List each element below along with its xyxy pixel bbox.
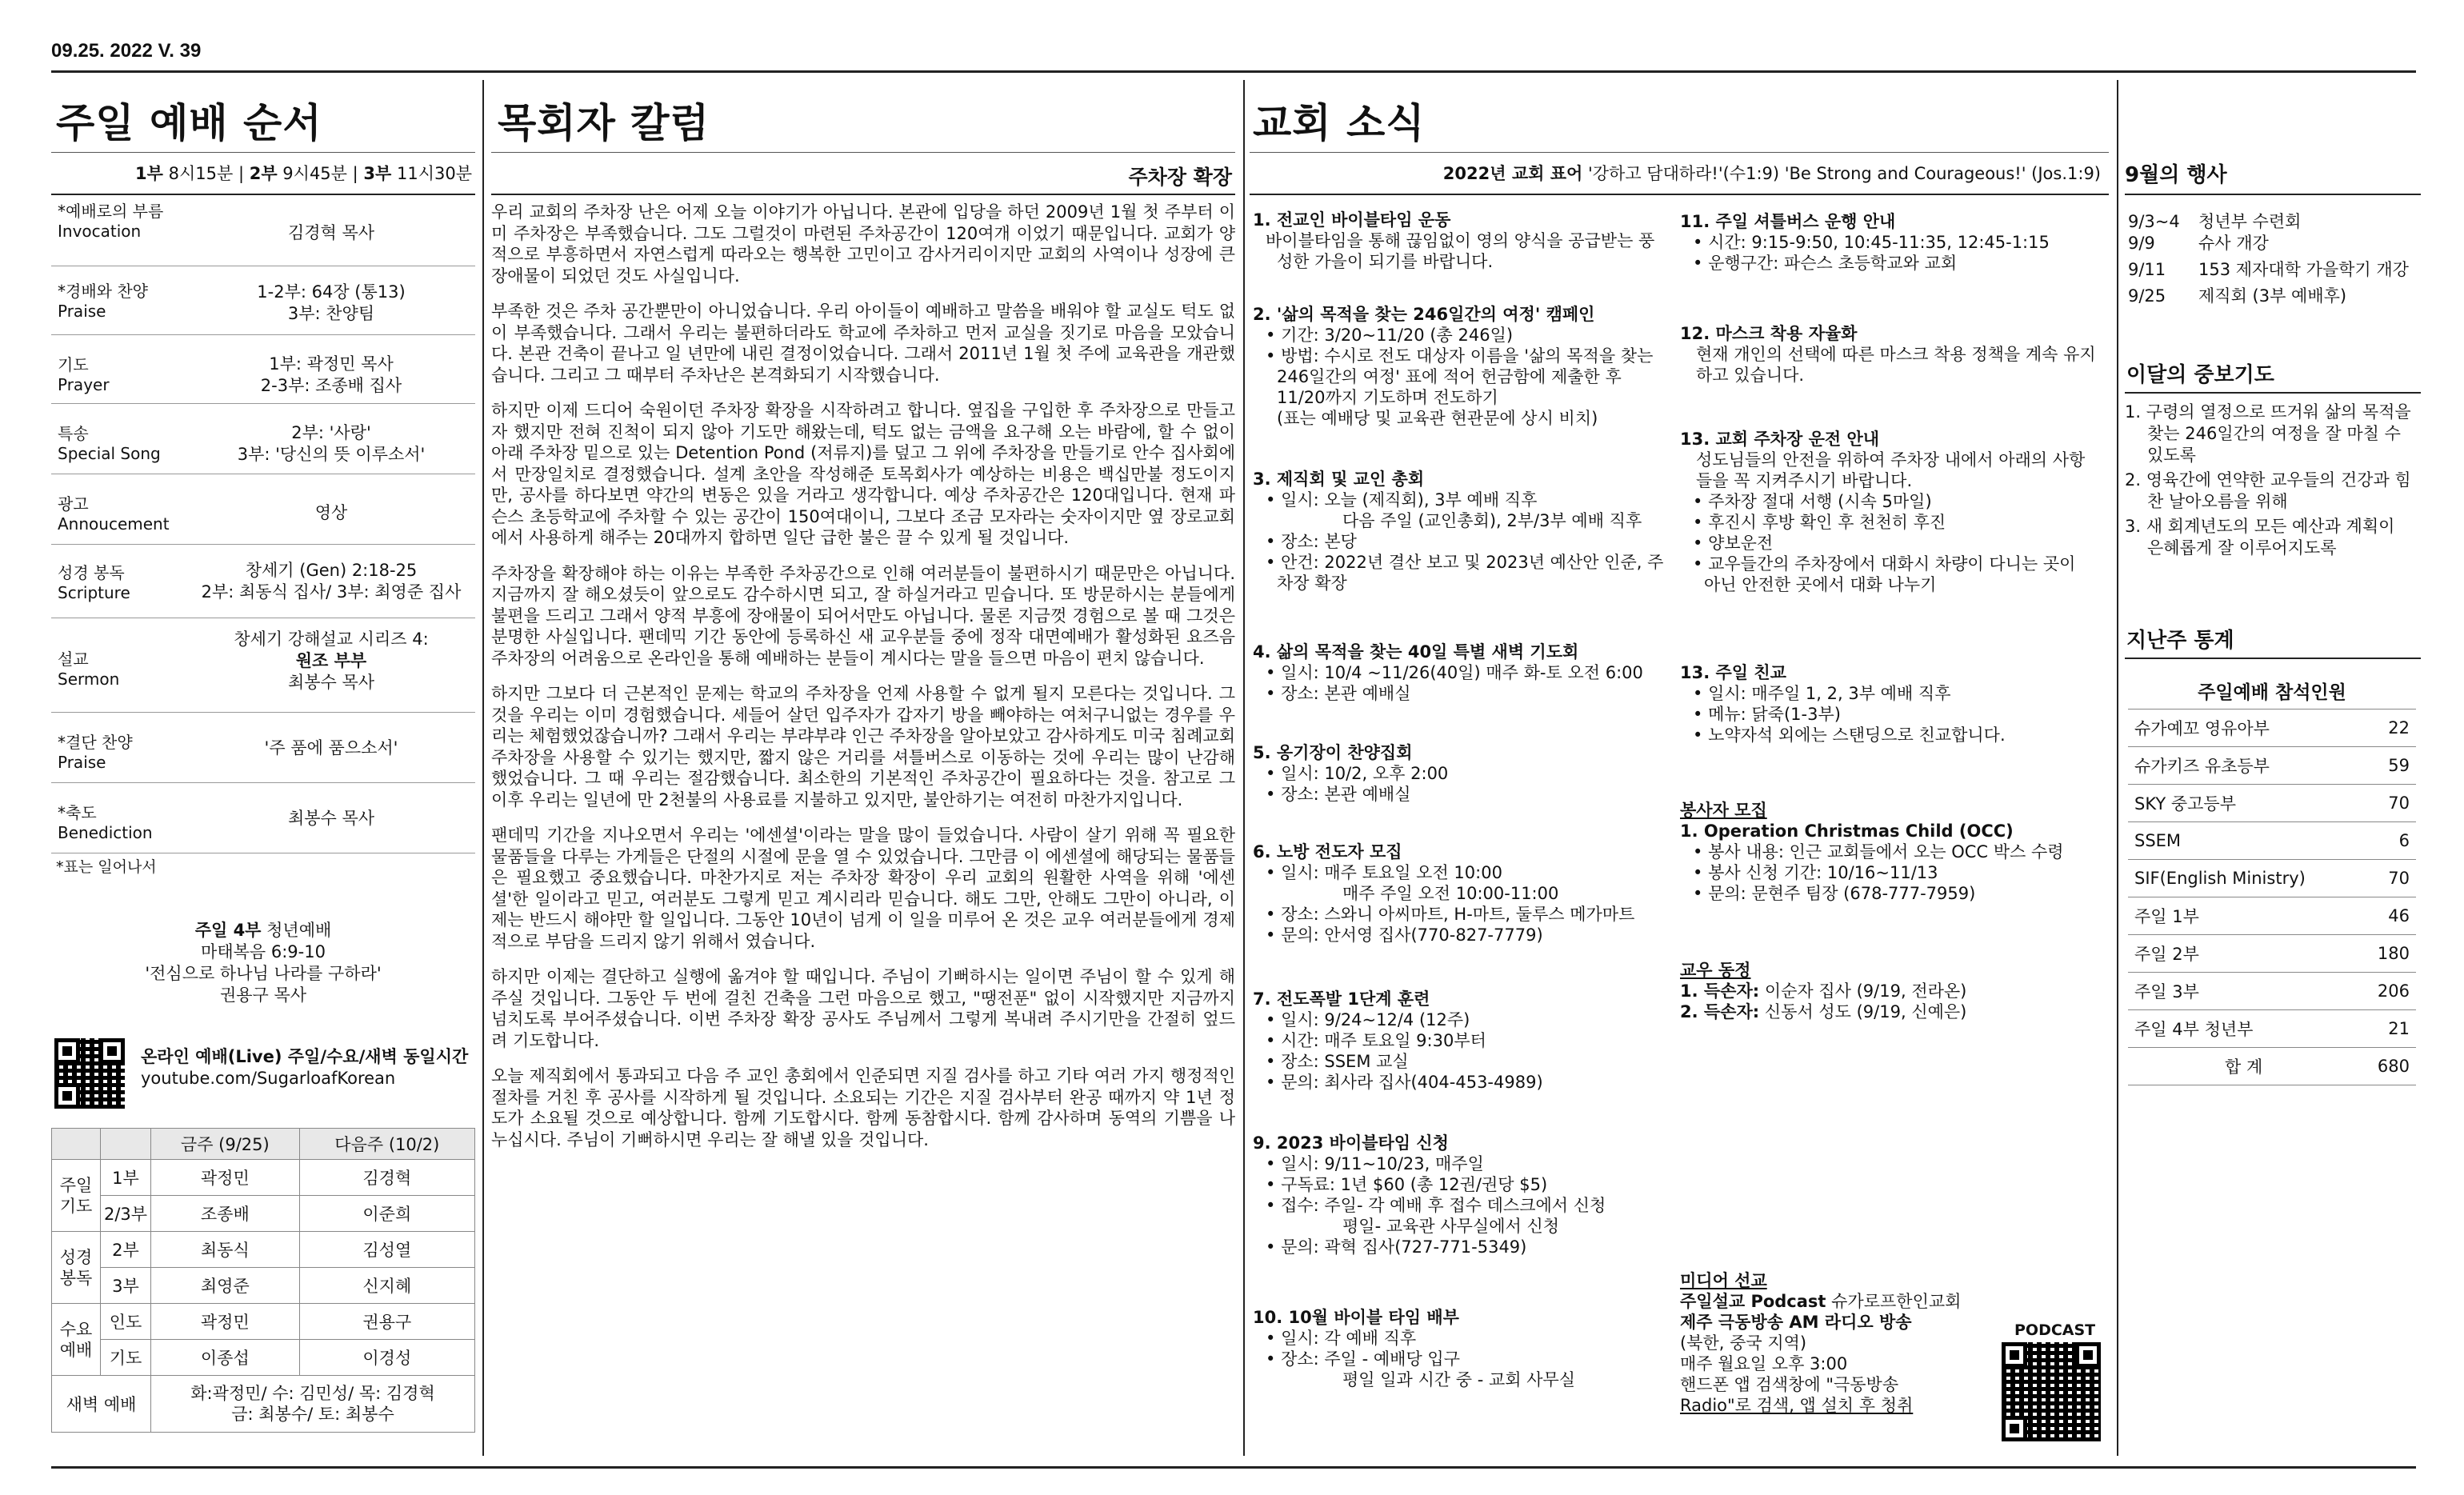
top-rule [51, 70, 2416, 73]
table-row-dawn: 새벽 예배 화:곽정민/ 수: 김민성/ 목: 김경혁 금: 최봉수/ 토: 최봉수 [52, 1376, 475, 1433]
order-label: *경배와 찬양 Praise [58, 282, 148, 321]
table-row: 주일 2부 180 [2128, 935, 2416, 973]
column-subtitle: 주차장 확장 [1128, 166, 1232, 189]
church-motto: 2022년 교회 표어 '강하고 담대하라!'(수1:9) 'Be Strong and Courageous!' (Jos.1:9) [1442, 164, 2101, 183]
column-paragraph: 주차장을 확장해야 하는 이유는 부족한 주차공간으로 인해 여러분들이 불편하시기 때문만은 아닙니다. 지금까지 잘 해오셨듯이 앞으로도 감수하시면 되고, 잘 하실거라고 믿습니다. 또 방문하시는 분들에게 불편을 드리고 그래서 양적 부흥에 장애물이 되어서만도 아닙니다. 물론 지금껏 경험으로 볼 때 그것은 분명한 사실입니다. 팬데믹 기간 동안에 등록하신 새 교우분들 중에 정작 대면예배가 활성화된 요즈음 주차장의 어려움으로 온라인을 통해 예배하는 분들이 계시다는 말을 들으면 마음이 편치 않습니다. [491, 563, 1235, 668]
order-value: 1부: 곽정민 목사 2-3부: 조종배 집사 [260, 354, 402, 395]
order-label: *결단 찬양 Praise [58, 733, 133, 772]
member-news: 교우 동정 1. 득손자: 이순자 집사 (9/19, 전라온) 2. 득손자: 신동서 성도 (9/19, 신예은) [1680, 961, 1967, 1021]
list-item: 9/3~4 청년부 수련회 [2128, 212, 2302, 231]
news-item-11: 11. 주일 셔틀버스 운행 안내 • 시간: 9:15-9:50, 10:45-11:35, 12:45-1:15 • 운행구간: 파슨스 초등학교와 교회 [1680, 212, 2050, 273]
stats-title: 지난주 통계 [2126, 629, 2234, 653]
table-row: SKY 중고등부 70 [2128, 785, 2416, 822]
news-item-4: 4. 삶의 목적을 찾는 40일 특별 새벽 기도회 • 일시: 10/4 ~11/26(40일) 매주 화-토 오전 6:00 • 장소: 본관 예배실 [1253, 642, 1643, 703]
news-item-7: 7. 전도폭발 1단계 훈련 • 일시: 9/24~12/4 (12주) • 시간: 매주 토요일 9:30부터 • 장소: SSEM 교실 • 문의: 최사라 집사(404-453-4989) [1253, 989, 1543, 1092]
order-label: *축도 Benediction [58, 803, 153, 842]
table-row: 3부 최영준 신지혜 [52, 1268, 475, 1304]
table-row: 주일 1부 46 [2128, 897, 2416, 935]
order-invocation [51, 198, 475, 266]
order-value: 2부: '사랑' 3부: '당신의 뜻 이루소서' [237, 423, 426, 464]
column-divider [1243, 80, 1245, 1456]
news-title: 교회 소식 [1253, 100, 1426, 146]
prayer-list [2125, 402, 2413, 559]
order-value: 김경혁 목사 [287, 223, 375, 242]
order-label: 광고 Annoucement [58, 494, 170, 534]
table-row: 슈가키즈 유초등부 59 [2128, 747, 2416, 785]
events-rule [2125, 194, 2421, 195]
news-item-12: 12. 마스크 착용 자율화 현재 개인의 선택에 따른 마스크 착용 정책을 계속 유지하고 있습니다. [1680, 324, 2096, 385]
list-item: 9/11 153 제자대학 가을학기 개강 [2128, 260, 2409, 279]
order-announcement [51, 474, 475, 545]
table-row: 2/3부 조종배 이준희 [52, 1196, 475, 1232]
order-value: '주 품에 품으소서' [264, 738, 398, 757]
column-title: 목회자 칼럼 [498, 100, 710, 146]
news-item-2: 2. '삶의 목적을 찾는 246일간의 여정' 캠페인 • 기간: 3/20~11/20 (총 246일) • 방법: 수시로 전도 대상자 이름을 '삶의 목적을 찾는 246일간의 여정' 표에 적어 헌금함에 제출한 후 11/20까지 기도하며 전도하기 (표는 예배당 및 교육관 현관문에 상시 비치) [1253, 305, 1654, 428]
worship-times-rule [51, 194, 475, 195]
events-title: 9월의 행사 [2125, 163, 2227, 187]
order-label: 설교 Sermon [58, 650, 120, 689]
table-row: 주일 3부 206 [2128, 973, 2416, 1010]
list-item: 2. 영육간에 연약한 교우들의 건강과 힘찬 날아오름을 위해 [2125, 470, 2411, 511]
prayer-title: 이달의 중보기도 [2126, 363, 2274, 387]
youtube-qr-code[interactable] [54, 1038, 125, 1109]
worship-title-rule [51, 152, 475, 153]
order-special-song [51, 403, 475, 474]
date-version: 09.25. 2022 V. 39 [51, 40, 202, 62]
worship-order-title: 주일 예배 순서 [56, 100, 322, 146]
column-divider [482, 80, 484, 1456]
table-row: SIF(English Ministry) 70 [2128, 860, 2416, 897]
table-row: 슈가예꼬 영유아부 22 [2128, 710, 2416, 747]
table-row: 기도 이종섭 이경성 [52, 1340, 475, 1376]
news-item-5: 5. 옹기장이 찬양집회 • 일시: 10/2, 오후 2:00 • 장소: 본관 예배실 [1253, 743, 1449, 804]
order-decision-praise [51, 712, 475, 783]
stats-subtitle: 주일예배 참석인원 [2128, 672, 2416, 710]
sermon-title: 원조 부부 [295, 651, 367, 670]
news-item-9: 9. 2023 바이블타임 신청 • 일시: 9/11~10/23, 매주일 • 구독료: 1년 $60 (총 12권/권당 $5) • 접수: 주일- 각 예배 후 접수 데스크에서 신청 평일- 교육관 사무실에서 신청 • 문의: 곽혁 집사(727-771-5349) [1253, 1133, 1606, 1257]
list-item: 9/9 슈사 개강 [2128, 234, 2269, 253]
order-value: 최봉수 목사 [287, 809, 375, 828]
news-title-rule [1250, 152, 2109, 153]
list-item: 1. 구령의 열정으로 뜨거워 삶의 목적을 찾는 246일간의 여정을 잘 마칠 수 있도록 [2125, 402, 2411, 465]
online-worship: 온라인 예배(Live) 주일/수요/새벽 동일시간 youtube.com/SugarloafKorean [141, 1047, 469, 1088]
order-label: 특송 Special Song [58, 424, 161, 463]
column-paragraph: 팬데믹 기간을 지나오면서 우리는 '에센셜'이라는 말을 많이 들었습니다. 사람이 살기 위해 꼭 필요한 물품들을 다루는 가게들은 단절의 시절에 문을 열 수 있었습니다. 그만큼 이 에센셜에 해당되는 물품들은 필요했고 중요했습니다. 마찬가지로 저는 주차장 확장이 우리 교회의 원활한 사역을 위해 '에센셜'한 일이라고 믿고, 여러분도 그렇게 믿고 계시리라 믿습니다. 해도 그만, 안해도 그만이 아니라, 이제는 반드시 해야만 할 일입니다. 그동안 10년이 넘게 이 일을 미루어 온 것은 교우 여러분들에게 경제적으로 부담을 드리지 않기 위해서 였습니다. [491, 825, 1235, 951]
news-item-1: 1. 전교인 바이블타임 운동 바이블타임을 통해 끊임없이 영의 양식을 공급받는 풍성한 가을이 되기를 바랍니다. [1253, 210, 1655, 271]
media-mission: 미디어 선교 주일설교 Podcast 슈가로프한인교회 제주 극동방송 AM 라디오 방송 (북한, 중국 지역) 매주 월요일 오후 3:00 핸드폰 앱 검색창에 "극동방송 Radio"로 검색, 앱 설치 후 청취 [1680, 1271, 1962, 1415]
table-row: 주일 기도 1부 곽정민 김경혁 [52, 1160, 475, 1196]
column-divider [2117, 80, 2118, 1456]
podcast-qr-code[interactable] [2002, 1342, 2101, 1441]
table-row: SSEM 6 [2128, 822, 2416, 860]
news-item-13-parking: 13. 교회 주차장 운전 안내 성도님들의 안전을 위하여 주차장 내에서 아래의 사항들을 꼭 지켜주시기 바랍니다. • 주차장 절대 서행 (시속 5마일) • 후진시 후방 확인 후 천천히 후진 • 양보운전 • 교우들간의 주차장에서 대화시 차량이 다니는 곳이 아닌 안전한 곳에서 대화 나누기 [1680, 430, 2086, 594]
attendance-table [2128, 672, 2416, 1085]
stats-rule [2125, 658, 2421, 659]
column-title-rule [491, 152, 1235, 153]
events-section [2125, 158, 2421, 188]
this-week-header: 금주 (9/25) [151, 1129, 300, 1160]
order-label: 기도 Prayer [58, 355, 110, 394]
column-paragraph: 오늘 제직회에서 통과되고 다음 주 교인 총회에서 인준되면 지질 검사를 하고 기타 여러 가지 행정적인 절차를 거친 후 공사를 시작하게 될 것입니다. 소요되는 기간은 지질 검사부터 완공 때까지 약 1년 정도가 소요될 것으로 예상합니다. 함께 기도합시다. 함께 동참합시다. 함께 감사하며 동역의 기쁨을 나누십시다. 주님이 기뻐하시면 우리는 잘 해낼 있을 것입니다. [491, 1066, 1235, 1149]
column-paragraph: 부족한 것은 주차 공간뿐만이 아니었습니다. 우리 아이들이 예배하고 말씀을 배워야 할 교실도 턱도 없이 부족했습니다. 그래서 우리는 불편하더라도 학교에 주차하고 먼저 교실을 짓기로 마음을 모았습니다. 본관 건축이 끝나고 일 년만에 내린 결정이었습니다. 그래서 2011년 1월 첫 주에 교육관을 개관했습니다. 그리고 그 때부터 주차난은 본격화되기 시작했습니다. [491, 302, 1235, 385]
news-item-3: 3. 제직회 및 교인 총회 • 일시: 오늘 (제직회), 3부 예배 직후 다음 주일 (교인총회), 2부/3부 예배 직후 • 장소: 본당 • 안건: 2022년 결산 보고 및 2023년 예산안 인준, 주차장 확장 [1253, 470, 1664, 593]
standing-note: *표는 일어나서 [56, 858, 157, 876]
order-label: *예배로의 부름 Invocation [58, 202, 164, 241]
table-row: 성경 봉독 2부 최동식 김성열 [52, 1232, 475, 1268]
column-paragraph: 하지만 이제는 결단하고 실행에 옮겨야 할 때입니다. 주님이 기뻐하시는 일이면 주님이 할 수 있게 해 주실 것입니다. 그동안 두 번에 걸친 건축을 그런 마음으로 했고, "땡전푼" 없이 시작했지만 지금까지 넘치도록 부어주셨습니다. 이번 주차장 확장 공사도 주님께서 그렇게 복내려 주시기만을 간절히 엎드려 기도합니다. [491, 967, 1235, 1050]
youtube-link[interactable]: youtube.com/SugarloafKorean [141, 1069, 396, 1088]
column-paragraph: 하지만 이제 드디어 숙원이던 주차장 확장을 시작하려고 합니다. 옆집을 구입한 후 주차장으로 만들고자 했지만 전혀 진척이 되지 않아 기도만 해왔는데, 턱도 없는 금액을 요구해 오는 바람에, 할 수 없이 아래 주차장 밑으로 있는 Detention Pond (저류지)를 덮고 그 위에 주차장을 만들기로 안수 집사회에서 만장일치로 결정했습니다. 설계 초안을 작성해준 토목회사가 예상하는 비용은 백십만불 정도이지만, 공사를 하다보면 약간의 변동은 있을 거라고 생각합니다. 예상 주차공간은 120대입니다. 현재 파슨스 초등학교에 주차할 수 있는 공간이 150여대이니, 그보다 조금 모자라는 숫자이지만 옆 장로교회에서 사용하게 해주는 20대까지 합하면 일단 급한 불은 끌 수 있게 될 것입니다. [491, 401, 1235, 547]
news-item-6: 6. 노방 전도자 모집 • 일시: 매주 토요일 오전 10:00 매주 주일 오전 10:00-11:00 • 장소: 스와니 아씨마트, H-마트, 둘루스 메가마트 • 문의: 안서영 집사(770-827-7779) [1253, 842, 1635, 945]
order-value: 1-2부: 64장 (통13) 3부: 찬양팀 [257, 282, 406, 323]
news-item-13-fellowship: 13. 주일 친교 • 일시: 매주일 1, 2, 3부 예배 직후 • 메뉴: 닭죽(1-3부) • 노약자석 외에는 스탠딩으로 친교합니다. [1680, 663, 2006, 745]
column-paragraph: 하지만 그보다 더 근본적인 문제는 학교의 주차장을 언제 사용할 수 없게 될지 모른다는 것입니다. 그것을 우리는 이미 경험했습니다. 세들어 살던 입주자가 갑자기 방을 빼야하는 여처구니없는 경우를 우리는 체험했었잖습니까? 그래서 우리는 부랴부랴 인근 주차장을 알아보았고 감사하게도 미국 침례교회 주차장을 사용할 수 있기는 했지만, 짧지 않은 거리를 셔틀버스로 이동하는 것에 우리는 많이 난감해 했었습니다. 그 때 우리는 절감했습니다. 최소한의 기본적인 주차공간이 필요하다는 것을. 참고로 그 이후 우리는 일년에 만 2천불의 사용료를 지불하고 있지만, 불안하기는 여전히 마찬가지입니다. [491, 684, 1235, 809]
worship-times: 1부 8시15분 | 2부 9시45분 | 3부 11시30분 [135, 164, 472, 183]
order-benediction [51, 782, 475, 853]
order-value: 창세기 강해설교 시리즈 4: 원조 부부 최봉수 목사 [187, 629, 475, 694]
news-item-10: 10. 10월 바이블 타임 배부 • 일시: 각 예배 직후 • 장소: 주일 - 예배당 입구 평일 일과 시간 중 - 교회 사무실 [1253, 1308, 1576, 1389]
events-list [2128, 211, 2424, 307]
table-row: 주일 4부 청년부 21 [2128, 1010, 2416, 1048]
order-scripture [51, 544, 475, 618]
list-item: 9/25 제직회 (3부 예배후) [2128, 286, 2347, 306]
volunteer-section: 봉사자 모집 1. Operation Christmas Child (OCC) • 봉사 내용: 인근 교회들에서 오는 OCC 박스 수령 • 봉사 신청 기간: 10/16~11/13 • 문의: 문현주 팀장 (678-777-7959) [1680, 801, 2064, 903]
table-row: 수요 예배 인도 곽정민 권용구 [52, 1304, 475, 1340]
column-subtitle-rule [491, 194, 1235, 195]
table-row-total: 합 계 680 [2128, 1048, 2416, 1085]
order-praise [51, 266, 475, 335]
duty-table [51, 1128, 475, 1433]
order-sermon [51, 618, 475, 713]
prayer-rule [2125, 392, 2421, 394]
column-paragraph: 우리 교회의 주차장 난은 어제 오늘 이야기가 아닙니다. 본관에 입당을 하던 2009년 1월 첫 주부터 이미 주차장은 부족했습니다. 그도 그럴것이 마련된 주차공간이 120여개 이었기 때문입니다. 교회가 양적으로 부흥하면서 자연스럽게 따라오는 행복한 고민이고 감사거리이지만 교회의 사역이나 성장에 큰 장애물이 되었던 것도 사실입니다. [491, 202, 1235, 286]
next-week-header: 다음주 (10/2) [299, 1129, 474, 1160]
order-value: 영상 [314, 503, 348, 522]
order-value: 창세기 (Gen) 2:18-25 2부: 최동식 집사/ 3부: 최영준 집사 [201, 561, 462, 602]
order-label: 성경 봉독 Scripture [58, 563, 130, 602]
news-motto-rule [1250, 194, 2109, 195]
bottom-rule [51, 1466, 2416, 1469]
column-body [491, 202, 1235, 1165]
list-item: 3. 새 회계년도의 모든 예산과 계획이 은혜롭게 잘 이루어지도록 [2125, 517, 2395, 558]
podcast-label: PODCAST [2014, 1321, 2096, 1339]
order-prayer [51, 334, 475, 404]
youth-service: 주일 4부 청년예배 마태복음 6:9-10 '전심으로 하나님 나라를 구하라' 권용구 목사 [145, 921, 382, 1005]
